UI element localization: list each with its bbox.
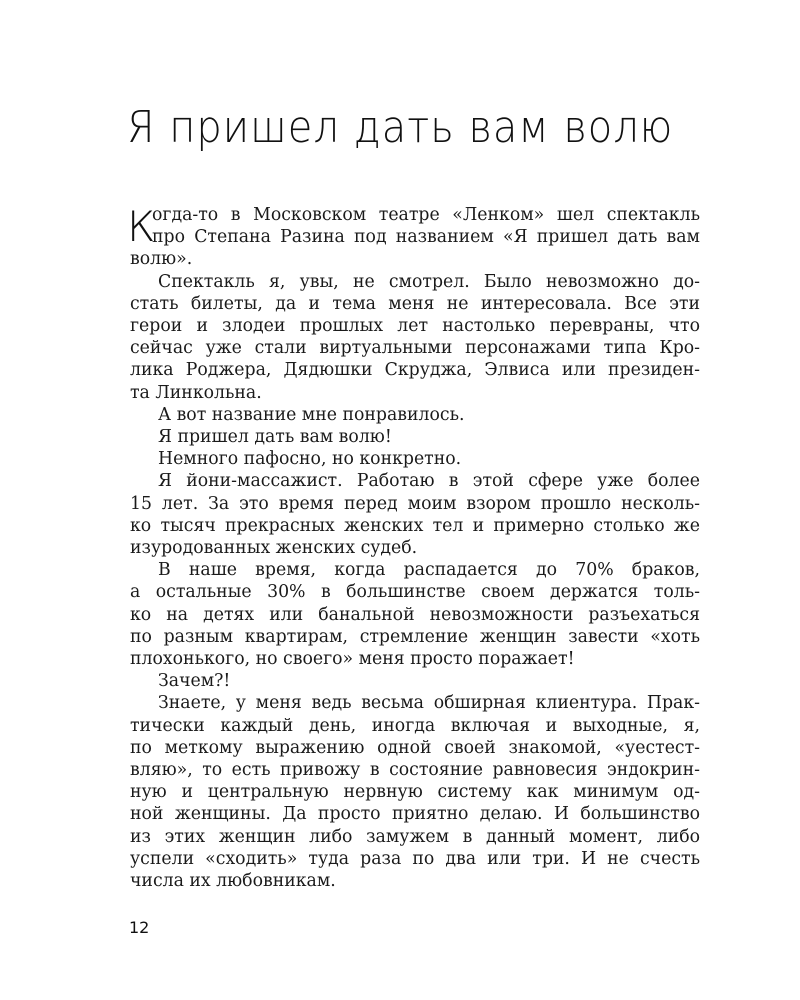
text-line-content: ную и центральную нервную систему как минимум од-	[130, 782, 700, 803]
text-line-content: успели «сходить» туда раза по два или три. И не счесть	[130, 848, 700, 869]
text-line	[130, 382, 700, 404]
text-line-content: стать билеты, да и тема меня не интересовала. Все эти	[130, 293, 700, 314]
text-line-content: та Линкольна.	[130, 382, 262, 403]
text-line	[130, 515, 700, 537]
text-line	[130, 626, 700, 648]
text-line-content: плохонького, но своего» меня просто поражает!	[130, 649, 575, 670]
text-line-content: 15 лет. За это время перед моим взором прошло несколь-	[130, 493, 700, 514]
drop-cap: К	[127, 202, 156, 251]
text-line	[130, 759, 700, 781]
text-line-content: Я йони-массажист. Работаю в этой сфере уже более	[158, 471, 700, 492]
chapter-title: Я пришел дать вам волю	[126, 103, 674, 153]
text-line	[130, 581, 700, 603]
body-text	[127, 202, 700, 892]
text-line	[130, 537, 700, 559]
text-line-content: а остальные 30% в большинстве своем держатся толь-	[130, 582, 700, 603]
text-line	[130, 559, 700, 581]
text-line	[130, 648, 700, 670]
text-line-content: вляю», то есть привожу в состояние равновесия эндокрин-	[130, 760, 700, 781]
text-line	[130, 826, 700, 848]
text-line-content: изуродованных женских судеб.	[130, 538, 418, 559]
page-number: 12	[129, 918, 150, 937]
text-line	[130, 293, 700, 315]
text-line-content: Спектакль я, увы, не смотрел. Было невозможно до-	[158, 271, 700, 292]
text-line-content: Зачем?!	[158, 671, 231, 692]
text-line-content: из этих женщин либо замужем в данный момент, либо	[130, 826, 700, 847]
text-line	[130, 803, 700, 825]
text-line-content: Немного пафосно, но конкретно.	[158, 449, 462, 470]
text-line-content: сейчас уже стали виртуальными персонажами типа Кро-	[130, 338, 700, 359]
text-line-content: волю».	[130, 249, 193, 270]
text-line	[130, 470, 700, 492]
text-line	[130, 737, 700, 759]
text-line-content: по меткому выражению одной своей знакомой, «уестест-	[130, 737, 700, 758]
text-line-content: В наше время, когда распадается до 70% браков,	[158, 560, 700, 581]
text-line-content: огда-то в Московском театре «Ленком» шел спектакль	[152, 205, 700, 225]
text-line	[130, 248, 700, 270]
text-line	[130, 692, 700, 714]
text-line	[130, 781, 700, 803]
text-line-content: лика Роджера, Дядюшки Скруджа, Элвиса или президен-	[130, 360, 700, 381]
text-line-content: по разным квартирам, стремление женщин завести «хоть	[130, 626, 700, 647]
text-line	[130, 448, 700, 470]
text-line	[130, 493, 700, 515]
text-line	[130, 715, 700, 737]
text-line	[130, 337, 700, 359]
text-line-content: Знаете, у меня ведь весьма обширная клиентура. Прак-	[158, 693, 700, 714]
text-line	[130, 359, 700, 381]
text-line	[130, 604, 700, 626]
text-line-content: А вот название мне понравилось.	[158, 404, 465, 425]
text-line	[130, 271, 700, 293]
text-line-content: ко тысяч прекрасных женских тел и примерно столько же	[130, 515, 700, 536]
text-line	[130, 848, 700, 870]
text-line-content: ко на детях или банальной невозможности разъехаться	[130, 604, 700, 625]
text-line	[130, 404, 700, 426]
text-line	[130, 870, 700, 892]
text-line	[130, 670, 700, 692]
text-line	[130, 426, 700, 448]
text-line-content: ной женщины. Да просто приятно делаю. И большинство	[130, 804, 700, 825]
text-line-content: числа их любовникам.	[130, 871, 336, 892]
text-line	[130, 226, 700, 248]
text-line-content: тически каждый день, иногда включая и выходные, я,	[130, 715, 700, 736]
text-line-content: про Степана Разина под названием «Я пришел дать вам	[152, 227, 700, 248]
text-line	[130, 315, 700, 337]
text-line-content: герои и злодеи прошлых лет настолько переврaны, что	[130, 316, 700, 337]
text-line-content: Я пришел дать вам волю!	[158, 427, 392, 448]
